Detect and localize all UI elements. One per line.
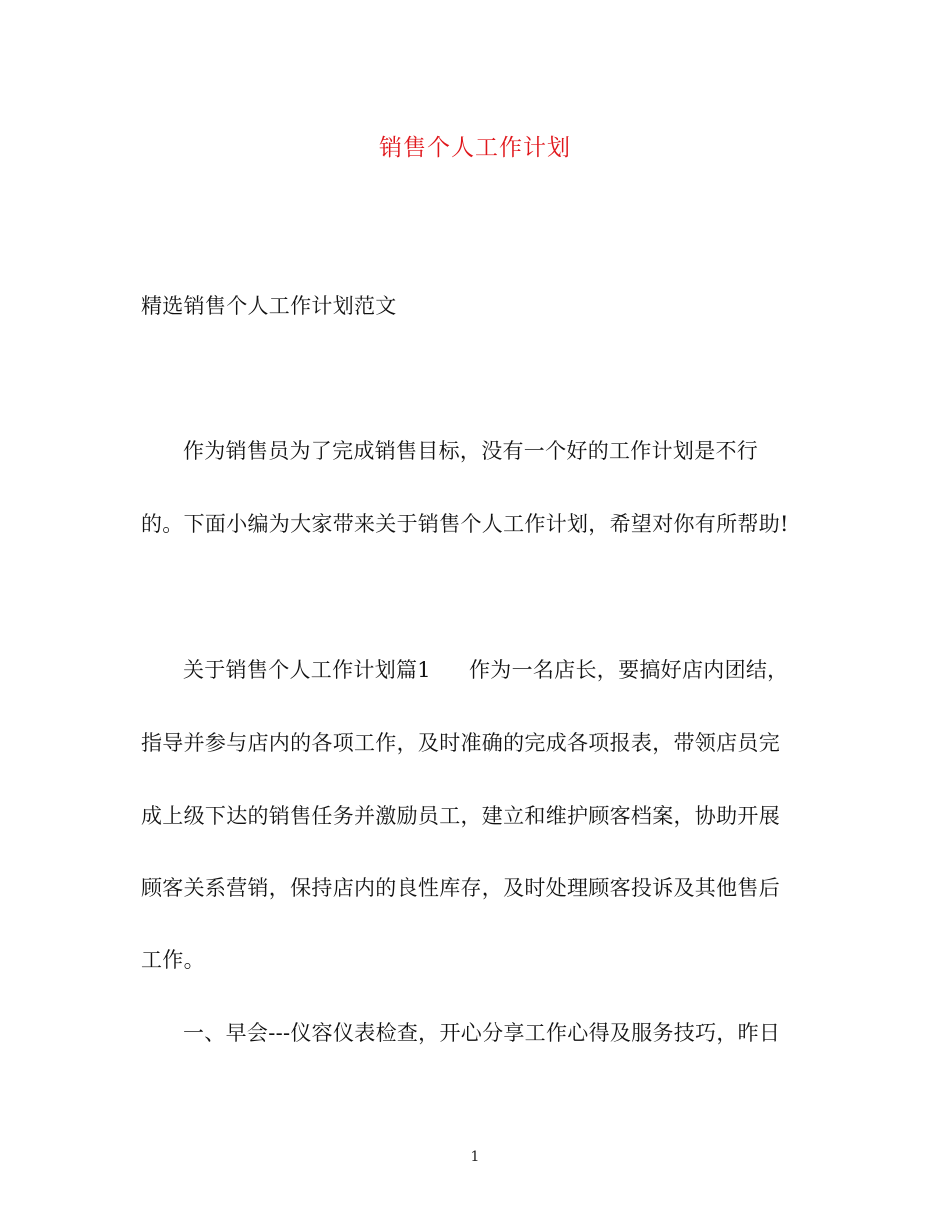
intro-line-2: 的。下面小编为大家带来关于销售个人工作计划，希望对你有所帮助!: [141, 512, 789, 536]
intro-line-1: 作为销售员为了完成销售目标，没有一个好的工作计划是不行: [183, 439, 759, 463]
section-1-line-1: 作为一名店长，要搞好店内团结，: [468, 658, 789, 682]
section-1-line-3: 成上级下达的销售任务并激励员工，建立和维护顾客档案，协助开展: [141, 804, 780, 828]
section-1-line-4: 顾客关系营销，保持店内的良性库存，及时处理顾客投诉及其他售后: [141, 876, 780, 900]
page-number: 1: [470, 1149, 480, 1165]
section-1-first-line: [183, 655, 788, 685]
section-1-line-5: 工作。: [141, 948, 205, 972]
document-title: 销售个人工作计划: [379, 135, 571, 161]
section-1-line-2: 指导并参与店内的各项工作，及时准确的完成各项报表，带领店员完: [141, 731, 780, 755]
section-1-heading: 关于销售个人工作计划篇1: [183, 658, 431, 682]
document-subtitle: 精选销售个人工作计划范文: [141, 294, 397, 318]
item-1-line: 一、早会---仪容仪表检查，开心分享工作心得及服务技巧，昨日: [183, 1021, 781, 1045]
